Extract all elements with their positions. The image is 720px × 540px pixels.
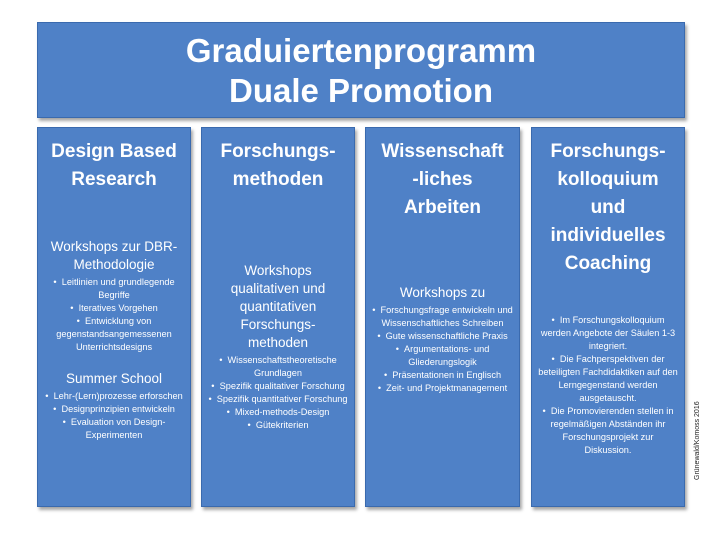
pillar-design-based-research <box>37 127 191 507</box>
section-subtitle-line: Methodologie <box>73 257 155 272</box>
list-item: • Evaluation von Design-Experimenten <box>44 416 184 442</box>
list-item: • Designprinzipien entwickeln <box>44 403 184 416</box>
section-subtitle <box>208 262 348 352</box>
pillar-title-line: Wissenschaft <box>381 141 504 162</box>
header-banner <box>37 22 685 118</box>
header-subtitle: Duale Promotion <box>228 72 494 109</box>
pillar-title-line: und <box>590 197 626 218</box>
pillar-title-line: methoden <box>232 169 324 190</box>
pillar-forschungskolloquium-coaching <box>531 127 685 507</box>
list-item: • Präsentationen in Englisch <box>372 369 513 382</box>
pillar-title-line: Forschungs- <box>550 141 666 162</box>
header-title: Graduiertenprogramm <box>185 32 537 69</box>
bullet-list <box>44 276 184 354</box>
pillar-title <box>44 138 184 194</box>
bullet-list <box>44 390 184 442</box>
pillar-title-line: kolloquium <box>557 169 659 190</box>
section-subtitle-line: Summer School <box>65 371 163 386</box>
section-subtitle-line: Workshops zur DBR- <box>50 239 178 254</box>
list-item: • Argumentations- und Gliederungslogik <box>372 343 513 369</box>
pillar-title-line: Design Based <box>51 141 177 162</box>
bullet-list <box>538 314 678 457</box>
list-item: • Spezifik qualitativer Forschung <box>208 380 348 393</box>
list-item: • Lehr-(Lern)prozesse erforschen <box>44 390 184 403</box>
section-subtitle-line: Workshops zu <box>399 285 486 300</box>
section-subtitle <box>44 370 184 388</box>
pillar-title-line: -liches <box>412 169 473 190</box>
list-item: • Die Promovierenden stellen in regelmäßigen Abständen ihr Forschungsprojekt zur Diskussion. <box>538 405 678 457</box>
bullet-list <box>372 304 513 395</box>
pillar-title-line: Forschungs- <box>220 141 336 162</box>
pillar-title <box>372 138 513 222</box>
list-item: • Gütekriterien <box>208 419 348 432</box>
list-item: • Die Fachperspektiven der beteiligten Fachdidaktiken auf den Lerngegenstand werden ausgetauscht. <box>538 353 678 405</box>
pillar-wissenschaftliches-arbeiten <box>365 127 520 507</box>
pillar-title-line: Arbeiten <box>403 197 482 218</box>
list-item: • Wissenschaftstheoretische Grundlagen <box>208 354 348 380</box>
pillar-title <box>538 138 678 278</box>
pillar-forschungsmethoden <box>201 127 355 507</box>
pillar-title-line: Coaching <box>564 253 652 274</box>
section-subtitle-line: Forschungs- <box>240 317 316 332</box>
section-subtitle-line: Workshops <box>244 263 312 278</box>
pillar-title-line: individuelles <box>550 225 666 246</box>
pillar-title-line: Research <box>71 169 157 190</box>
list-item: • Entwicklung von gegenstandsangemessenen Unterrichtsdesigns <box>44 315 184 354</box>
section-subtitle-line: quantitativen <box>239 299 317 314</box>
list-item: • Zeit- und Projektmanagement <box>372 382 513 395</box>
section-subtitle-line: methoden <box>247 335 309 350</box>
list-item: • Gute wissenschaftliche Praxis <box>372 330 513 343</box>
list-item: • Leitlinien und grundlegende Begriffe <box>44 276 184 302</box>
list-item: • Iteratives Vorgehen <box>44 302 184 315</box>
section-subtitle-line: qualitativen und <box>230 281 326 296</box>
pillar-title <box>208 138 348 194</box>
list-item: • Mixed-methods-Design <box>208 406 348 419</box>
section-subtitle <box>44 238 184 274</box>
section-subtitle <box>372 284 513 302</box>
list-item: • Forschungsfrage entwickeln und Wissenschaftliches Schreiben <box>372 304 513 330</box>
credit-text: Grünewald/Komoss 2016 <box>694 401 701 480</box>
list-item: • Spezifik quantitativer Forschung <box>208 393 348 406</box>
list-item: • Im Forschungskolloquium werden Angebote der Säulen 1-3 integriert. <box>538 314 678 353</box>
bullet-list <box>208 354 348 432</box>
